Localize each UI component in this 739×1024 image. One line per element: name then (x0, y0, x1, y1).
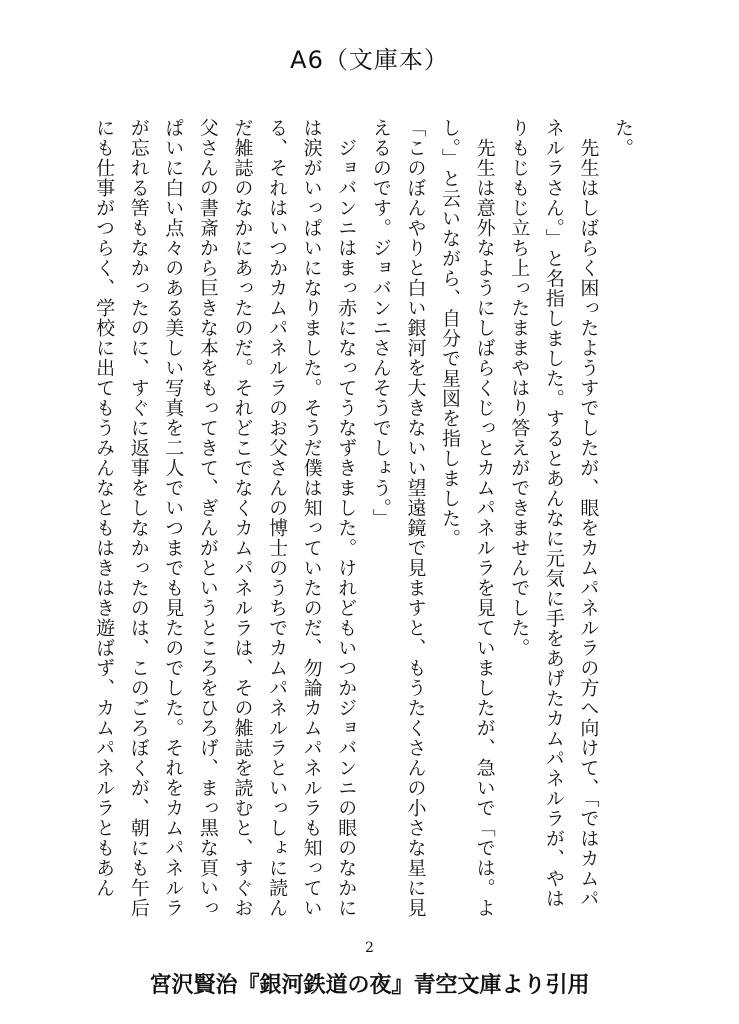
text-line: 「このぼんやりと白い銀河を大きないい望遠鏡で見ますと、もうたくさんの小さな星に見 (404, 118, 427, 918)
text-line: る、それはいつかカムパネルラのお父さんの博士のうちでカムパネルラといっしょに読ん (266, 118, 289, 918)
text-line: えるのです。ジョバンニさんそうでしょう。」 (369, 118, 392, 529)
text-line: 先生は意外なようにしばらくじっとカムパネルラを見ていましたが、急いで「では。よ (473, 118, 496, 918)
source-credit: 宮沢賢治『銀河鉄道の夜』青空文庫より引用 (149, 973, 590, 998)
text-line: ジョバンニはまっ赤になってうなずきました。けれどもいつかジョバンニの眼のなかに (335, 118, 358, 918)
text-line: ネルラさん。」と名指しました。するとあんなに元気に手をあげたカムパネルラが、やは (542, 118, 565, 909)
text-line: が忘れる筈もなかったのに、すぐに返事をしなかったのは、このごろぼくが、朝にも午后 (127, 118, 150, 918)
text-line: 父さんの書斎から巨きな本をもってきて、ぎんがというところをひろげ、まっ黒な頁いっ (196, 118, 219, 918)
page-title: A6（文庫本） (290, 46, 449, 74)
text-line: た。 (612, 118, 634, 158)
text-line: は涙がいっぱいになりました。そうだ僕は知っていたのだ、勿論カムパネルラも知ってい (300, 118, 323, 918)
text-line: 先生はしばらく困ったようすでしたが、眼をカムパネルラの方へ向けて、「ではカムパ (577, 118, 600, 909)
page-number: 2 (365, 940, 374, 956)
text-line: にも仕事がつらく、学校に出てもうみんなともはきはき遊ばず、カムパネルラともあん (93, 118, 116, 898)
vertical-body-text (93, 118, 640, 938)
text-line: りもじもじ立ち上ったままやはり答えができませんでした。 (508, 118, 531, 658)
text-line: ぱいに白い点々のある美しい写真を二人でいつまでも見たのでした。それをカムパネルラ (162, 118, 185, 918)
text-line: だ雑誌のなかにあったのだ。それどこでなくカムパネルラは、その雑誌を読むと、すぐお (231, 118, 254, 918)
text-line: し。」と云いながら、自分で星図を指しました。 (439, 118, 462, 549)
